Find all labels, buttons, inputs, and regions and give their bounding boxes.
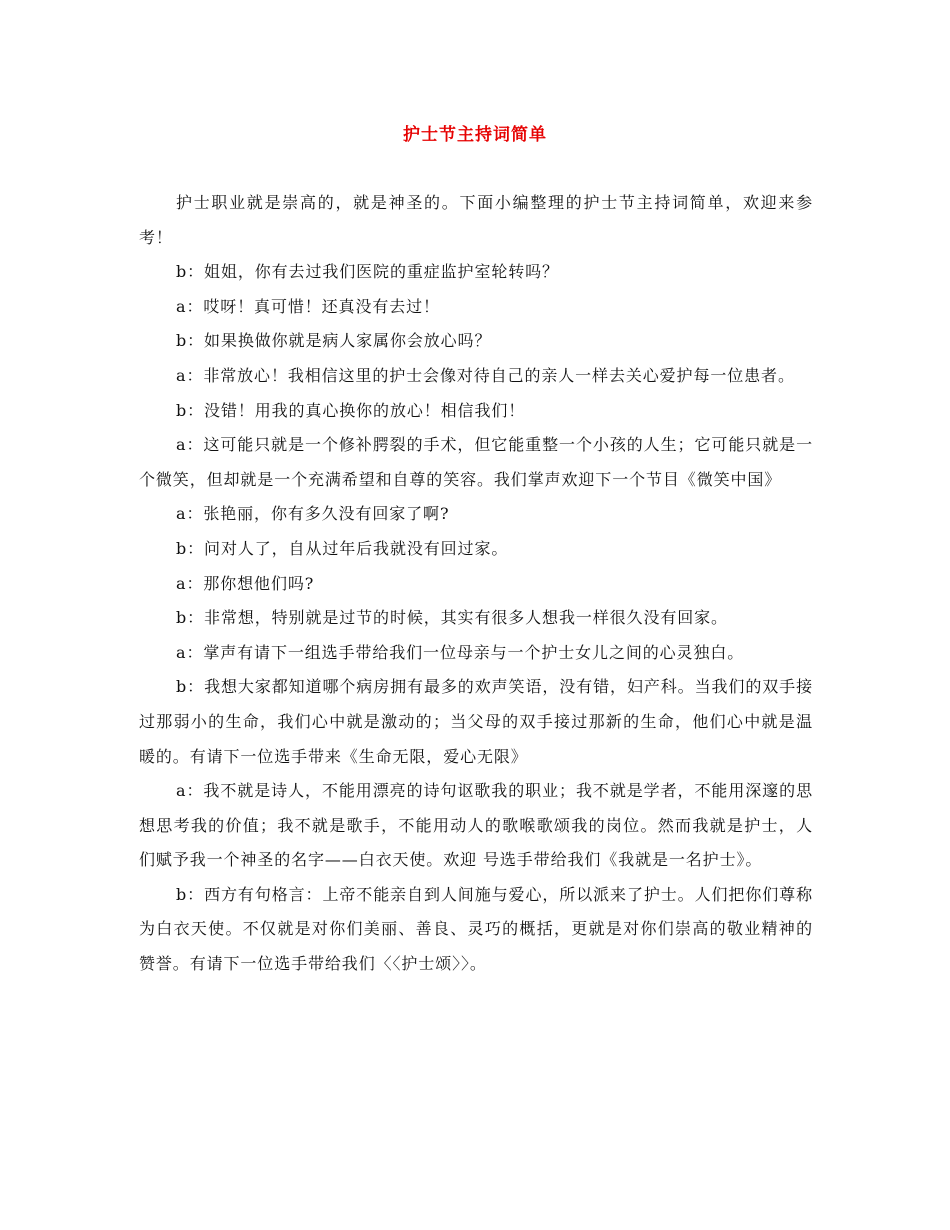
- paragraph-intro: 护士职业就是崇高的，就是神圣的。下面小编整理的护士节主持词简单，欢迎来参考！: [139, 193, 813, 247]
- paragraph: a：非常放心！我相信这里的护士会像对待自己的亲人一样去关心爱护每一位患者。: [176, 365, 795, 385]
- paragraph: a：哎呀！真可惜！还真没有去过！: [176, 296, 440, 316]
- document-body: [139, 186, 813, 982]
- paragraph: b：非常想，特别就是过节的时候，其实有很多人想我一样很久没有回家。: [176, 608, 728, 628]
- paragraph: a：那你想他们吗?: [176, 573, 315, 593]
- paragraph: a：这可能只就是一个修补腭裂的手术，但它能重整一个小孩的人生；它可能只就是一个微笑，但却就是一个充满希望和自尊的笑容。我们掌声欢迎下一个节目《微笑中国》: [139, 435, 813, 489]
- paragraph: b：问对人了，自从过年后我就没有回过家。: [176, 538, 509, 558]
- paragraph: b：我想大家都知道哪个病房拥有最多的欢声笑语，没有错，妇产科。当我们的双手接过那弱小的生命，我们心中就是激动的；当父母的双手接过那新的生命，他们心中就是温暖的。有请下一位选手带来《生命无限，爱心无限》: [139, 677, 813, 766]
- paragraph: b：西方有句格言：上帝不能亲自到人间施与爱心，所以派来了护士。人们把你们尊称为白衣天使。不仅就是对你们美丽、善良、灵巧的概括，更就是对你们崇高的敬业精神的赞誉。有请下一位选手带给我们〈〈护士颂〉〉。: [139, 884, 813, 974]
- paragraph: b：如果换做你就是病人家属你会放心吗？: [176, 331, 492, 351]
- page-title: 护士节主持词简单: [403, 125, 547, 145]
- paragraph: a：我不就是诗人，不能用漂亮的诗句讴歌我的职业；我不就是学者，不能用深邃的思想思考我的价值；我不就是歌手，不能用动人的歌喉歌颂我的岗位。然而我就是护士，人们赋予我一个神圣的名字——白衣天使。欢迎 号选手带给我们《我就是一名护士》。: [139, 781, 813, 870]
- paragraph: a：张艳丽，你有多久没有回家了啊?: [176, 504, 450, 524]
- paragraph: a：掌声有请下一组选手带给我们一位母亲与一个护士女儿之间的心灵独白。: [176, 642, 745, 662]
- paragraph: b：姐姐，你有去过我们医院的重症监护室轮转吗？: [176, 262, 559, 282]
- paragraph: b：没错！用我的真心换你的放心！相信我们！: [176, 400, 526, 420]
